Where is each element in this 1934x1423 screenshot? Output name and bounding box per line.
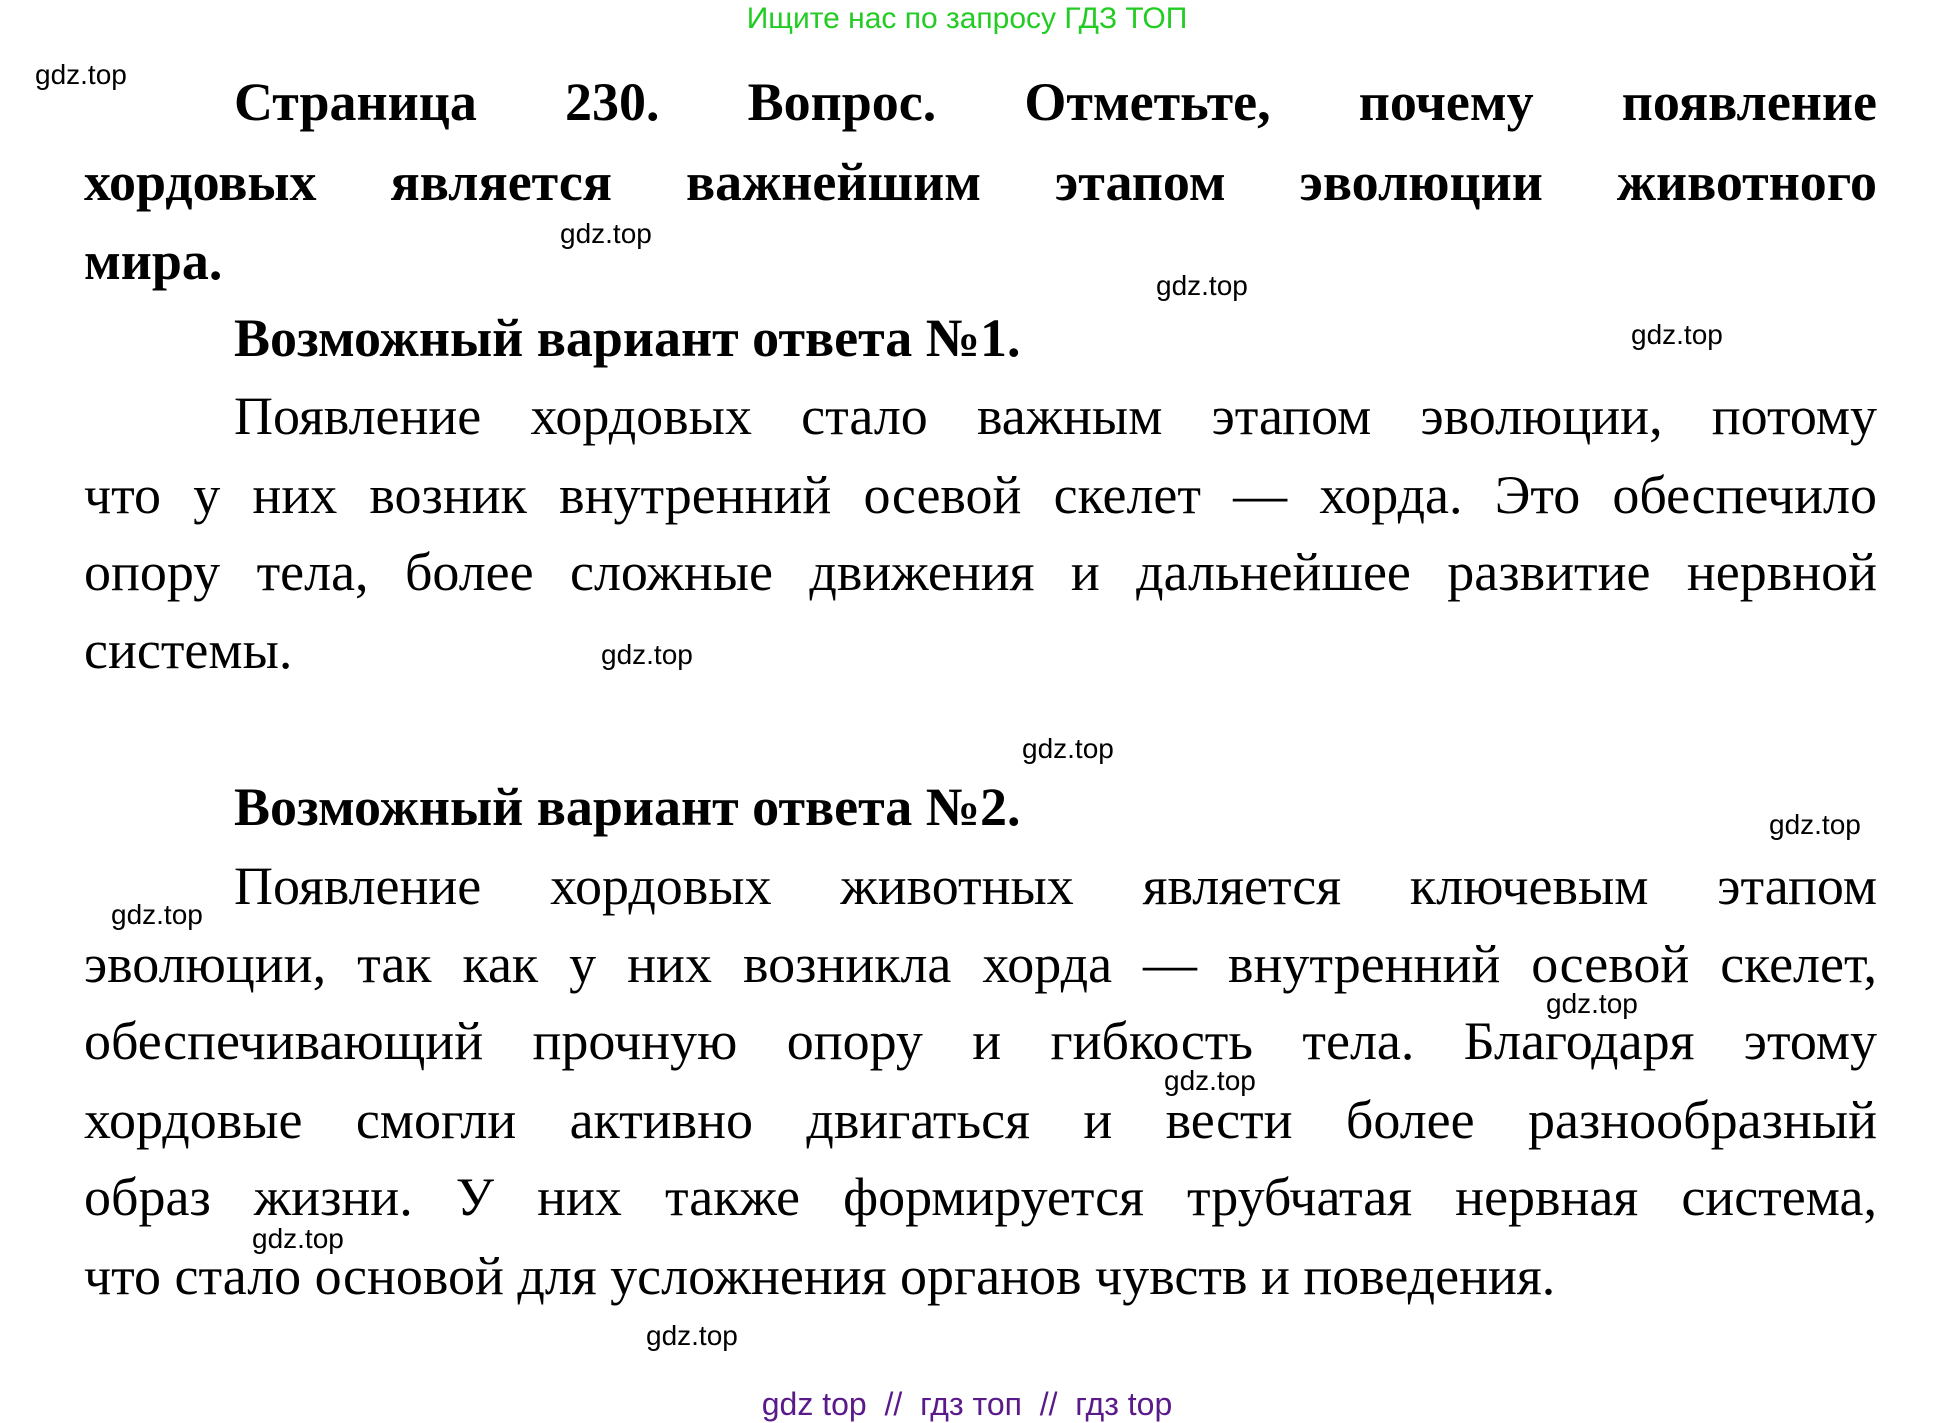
watermark: gdz.top: [1156, 270, 1248, 301]
answer2-heading: Возможный вариант ответа №2.: [234, 777, 1021, 837]
answer2-line-2: эволюции, так как у них возникла хорда — внутренний осевой скелет,: [84, 934, 1877, 994]
watermark: gdz.top: [560, 218, 652, 249]
answer2-line-1: Появление хордовых животных является ключевым этапом: [234, 856, 1877, 916]
question-line-2: хордовых является важнейшим этапом эволюции животного: [84, 152, 1877, 212]
answer1-heading: Возможный вариант ответа №1.: [234, 308, 1021, 368]
answer2-line-4: хордовые смогли активно двигаться и вести более разнообразный: [84, 1090, 1877, 1150]
watermark: gdz.top: [601, 639, 693, 670]
answer1-line-1: Появление хордовых стало важным этапом эволюции, потому: [234, 386, 1877, 446]
watermark: gdz.top: [1631, 319, 1723, 350]
answer2-line-3: обеспечивающий прочную опору и гибкость тела. Благодаря этому: [84, 1011, 1877, 1071]
answer2-line-6: что стало основой для усложнения органов чувств и поведения.: [84, 1246, 1556, 1306]
question-line-3: мира.: [84, 231, 223, 291]
watermark: gdz.top: [111, 899, 203, 930]
watermark: gdz.top: [1022, 733, 1114, 764]
answer1-line-3: опору тела, более сложные движения и дальнейшее развитие нервной: [84, 542, 1877, 602]
question-line-1: Страница 230. Вопрос. Отметьте, почему появление: [234, 72, 1877, 132]
watermark: gdz.top: [252, 1223, 344, 1254]
watermark: gdz.top: [1546, 988, 1638, 1019]
watermark: gdz.top: [1769, 809, 1861, 840]
watermark: gdz.top: [1164, 1065, 1256, 1096]
answer1-line-4: системы.: [84, 620, 293, 680]
search-banner: Ищите нас по запросу ГДЗ ТОП: [746, 2, 1188, 35]
answer2-line-5: образ жизни. У них также формируется трубчатая нервная система,: [84, 1167, 1877, 1227]
footer-watermark: gdz top // гдз топ // гдз top: [761, 1386, 1173, 1422]
watermark: gdz.top: [35, 59, 127, 90]
answer1-line-2: что у них возник внутренний осевой скелет — хорда. Это обеспечило: [84, 465, 1877, 525]
watermark: gdz.top: [646, 1320, 738, 1351]
